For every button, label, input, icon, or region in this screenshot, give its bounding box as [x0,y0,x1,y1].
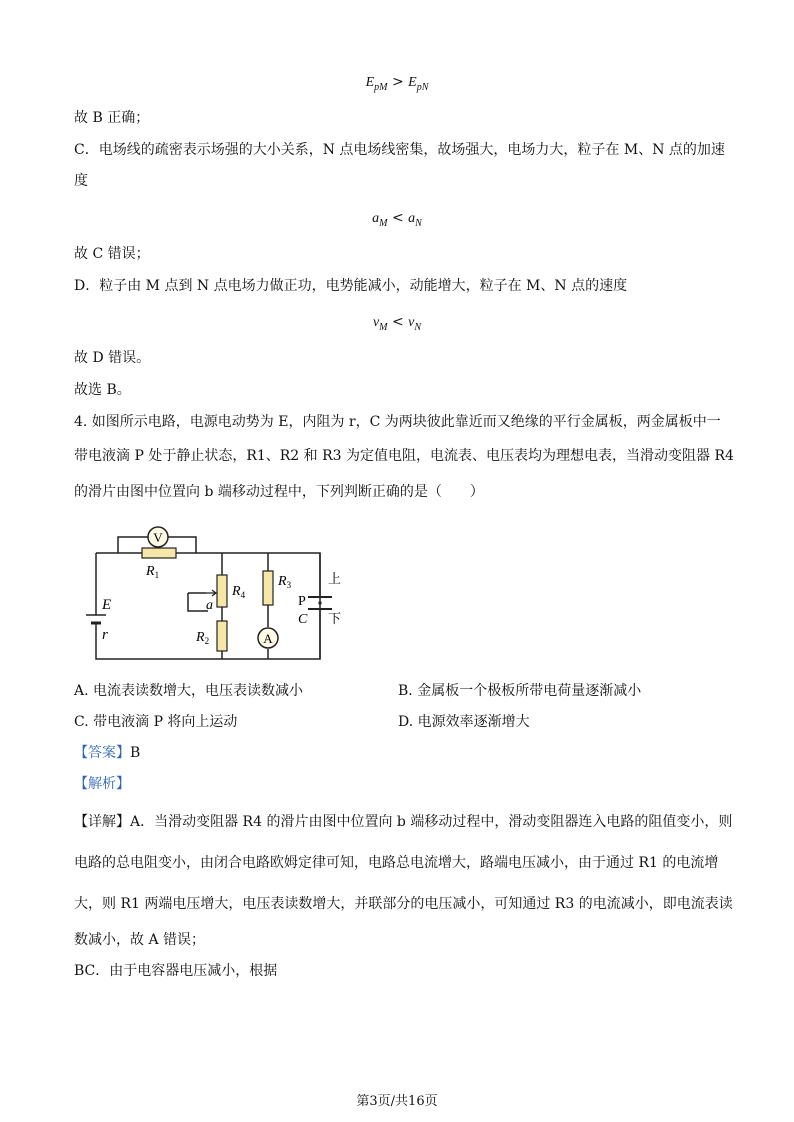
question-4-line: 4. 如图所示电路，电源电动势为 E，内阻为 r，C 为两块彼此靠近而又绝缘的平行金属板，两金属板中一 [74,414,721,430]
internal-r-label: r [102,627,108,643]
analysis-line [74,774,734,794]
eq-symbol: v [408,315,415,330]
resistor-r1 [142,548,176,558]
eq-symbol: a [408,211,416,226]
detail-line [74,812,734,832]
eq-symbol: E [365,75,375,90]
r3-label: $R_3$ [278,574,292,590]
eq-subscript: N [414,322,422,333]
text-line: 故 D 错误。 [74,350,151,366]
resistor-r2 [217,621,227,651]
text-line: 故 B 正确； [74,110,150,126]
eq-subscript: M [379,218,388,229]
eq-operator: < [391,314,404,330]
voltmeter-label: V [153,530,163,545]
rheostat-r4 [217,575,227,607]
question-4-line: 的滑片由图中位置向 b 端移动过程中，下列判断正确的是（ ） [74,484,484,500]
text-line: 度 [74,173,88,189]
answer-tag: 【答案】 [74,745,130,761]
option-b: B. 金属板一个极板所带电荷量逐渐减小 [398,683,642,699]
question-4-line: 带电液滴 P 处于静止状态，R1、R2 和 R3 为定值电阻，电流表、电压表均为理想电表，当滑动变阻器 R4 [74,448,734,464]
circuit-diagram [82,515,372,665]
answer-value: B [130,745,141,761]
eq-operator: > [391,74,404,90]
option-a: A. 电流表读数增大，电压表读数减小 [74,683,304,699]
text-line: D．粒子由 M 点到 N 点电场力做正功，电势能减小，动能增大，粒子在 M、N 点的速度 [74,278,628,294]
eq-subscript: pN [416,82,429,93]
answer-line [74,743,734,763]
detail-line: 数减小，故 A 错误； [74,932,206,948]
eq-symbol: v [372,315,380,330]
detail-line: 电路的总电阻变小，由闭合电路欧姆定律可知，电路总电流增大，路端电压减小，由于通过 R1 的电流增 [74,855,719,871]
eq-subscript: pM [374,82,388,93]
eq-operator: < [391,210,404,226]
detail-line: 大，则 R1 两端电压增大，电压表读数增大，并联部分的电压减小，可知通过 R3 的电流减小，即电流表读 [74,896,733,912]
page-footer: 第3页/共16页 [356,1094,438,1109]
eq-subscript: N [415,218,422,229]
equation-ep [0,72,794,98]
detail-line: BC．由于电容器电压减小，根据 [74,963,278,979]
resistor-r3 [263,571,273,605]
equation-v [0,312,794,338]
slider-end-a-label: a [206,598,213,613]
eq-symbol: E [408,75,417,90]
emf-e-label: E [102,597,112,613]
text-line: 故 C 错误； [74,246,150,262]
capacitor-c-label: C [298,612,308,627]
analysis-tag: 【解析】 [74,776,130,792]
text-line: C．电场线的疏密表示场强的大小关系，N 点电场线密集，故场强大，电场力大，粒子在 M、N 点的加速 [74,142,725,158]
top-plate-label: 上 [328,571,342,586]
option-c: C. 带电液滴 P 将向上运动 [74,714,238,730]
droplet-p-label: P [298,594,306,609]
r1-label: $R_1$ [146,564,160,580]
detail-text: A．当滑动变阻器 R4 的滑片由图中位置向 b 端移动过程中，滑动变阻器连入电路的阻值变小，则 [130,814,733,830]
ammeter-label: A [263,631,273,646]
bottom-plate-label: 下 [328,611,342,626]
eq-symbol: a [372,211,380,226]
slider-arrow-icon [206,590,216,596]
text-line: 故选 B。 [74,382,131,398]
option-d: D. 电源效率逐渐增大 [398,714,530,730]
droplet-p-dot [318,601,321,604]
detail-tag: 【详解】 [74,814,130,830]
equation-a [0,208,794,234]
r4-label: $R_4$ [232,584,246,600]
eq-subscript: M [379,322,388,333]
r2-label: $R_2$ [196,630,210,646]
